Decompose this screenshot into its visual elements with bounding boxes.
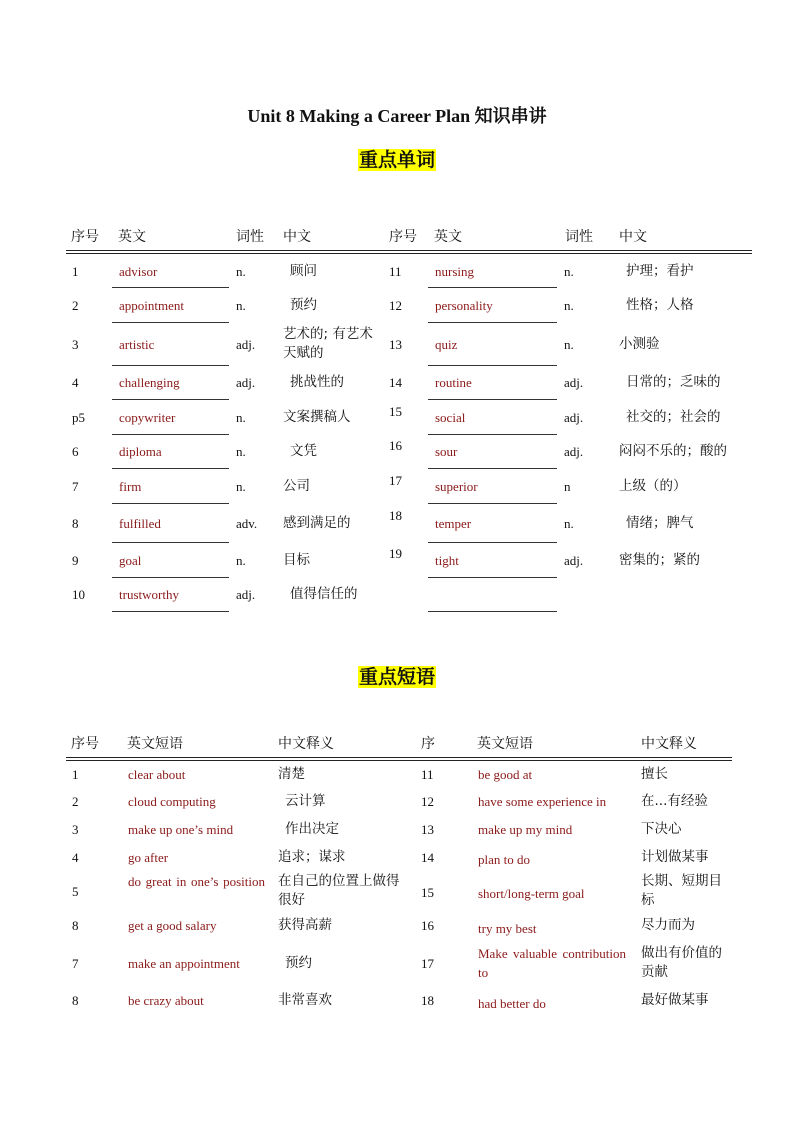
word-zh: 顾问 bbox=[290, 263, 317, 279]
word-en: routine bbox=[435, 375, 472, 390]
word-num: 10 bbox=[72, 587, 85, 602]
word-num: 9 bbox=[72, 553, 79, 568]
phrases-header-num-left: 序号 bbox=[71, 736, 99, 752]
word-underline bbox=[112, 287, 229, 288]
word-pos: n bbox=[564, 479, 571, 494]
phrase-en: clear about bbox=[128, 767, 186, 782]
phrase-num: 4 bbox=[72, 850, 79, 865]
phrase-num: 18 bbox=[421, 993, 434, 1008]
word-zh: 艺术的; 有艺术天赋的 bbox=[283, 326, 373, 361]
word-num: 4 bbox=[72, 375, 79, 390]
word-pos: adv. bbox=[236, 516, 258, 531]
word-zh: 情绪；脾气 bbox=[626, 515, 694, 531]
word-num: 2 bbox=[72, 298, 79, 313]
word-underline bbox=[428, 322, 557, 323]
word-pos: n. bbox=[564, 516, 574, 531]
word-underline bbox=[428, 287, 557, 288]
words-header-zh-right: 中文 bbox=[619, 229, 647, 245]
word-pos: n. bbox=[564, 264, 574, 279]
word-num: 13 bbox=[389, 337, 402, 352]
word-zh: 文凭 bbox=[290, 443, 317, 459]
phrase-num: 13 bbox=[421, 822, 434, 837]
phrase-zh: 尽力而为 bbox=[641, 917, 695, 933]
word-underline bbox=[112, 365, 229, 366]
phrase-en: have some experience in bbox=[478, 794, 607, 809]
phrase-num: 8 bbox=[72, 993, 79, 1008]
word-zh: 预约 bbox=[290, 297, 317, 313]
word-underline bbox=[428, 399, 557, 400]
phrase-zh: 清楚 bbox=[278, 766, 305, 782]
phrase-zh: 在...有经验 bbox=[641, 793, 708, 809]
word-zh: 密集的；紧的 bbox=[619, 552, 700, 568]
section-heading-words-text: 重点单词 bbox=[358, 149, 435, 171]
word-num: 15 bbox=[389, 404, 402, 419]
word-pos: adj. bbox=[236, 375, 256, 390]
phrase-num: 16 bbox=[421, 918, 434, 933]
phrase-num: 12 bbox=[421, 794, 434, 809]
phrase-en: short/long-term goal bbox=[478, 886, 585, 901]
word-underline bbox=[428, 542, 557, 543]
word-underline bbox=[428, 611, 557, 612]
phrase-zh: 追求；谋求 bbox=[278, 849, 346, 865]
page-title: Unit 8 Making a Career Plan 知识串讲 bbox=[247, 106, 547, 126]
word-underline bbox=[428, 577, 557, 578]
word-num: 12 bbox=[389, 298, 402, 313]
phrase-zh: 在自己的位置上做得很好 bbox=[278, 873, 400, 908]
phrase-zh: 作出决定 bbox=[285, 821, 339, 837]
phrase-zh: 下决心 bbox=[641, 821, 682, 837]
phrase-zh: 预约 bbox=[285, 955, 312, 971]
words-header-rule bbox=[66, 250, 752, 254]
word-underline bbox=[112, 399, 229, 400]
phrase-num: 8 bbox=[72, 918, 79, 933]
word-underline bbox=[112, 503, 229, 504]
phrase-en: had better do bbox=[478, 996, 546, 1011]
word-pos: n. bbox=[236, 264, 246, 279]
word-en: copywriter bbox=[119, 410, 176, 425]
word-underline bbox=[428, 365, 557, 366]
word-num: 18 bbox=[389, 508, 402, 523]
word-num: 3 bbox=[72, 337, 79, 352]
word-en: nursing bbox=[435, 264, 474, 279]
word-zh: 闷闷不乐的；酸的 bbox=[619, 443, 727, 459]
phrase-en: make up my mind bbox=[478, 822, 573, 837]
word-en: tight bbox=[435, 553, 459, 568]
phrase-num: 17 bbox=[421, 956, 434, 971]
word-en: challenging bbox=[119, 375, 180, 390]
word-en: personality bbox=[435, 298, 493, 313]
word-pos: adj. bbox=[564, 375, 584, 390]
word-zh: 值得信任的 bbox=[290, 586, 358, 602]
word-pos: n. bbox=[236, 410, 246, 425]
word-pos: adj. bbox=[236, 337, 256, 352]
word-pos: adj. bbox=[236, 587, 256, 602]
word-zh: 公司 bbox=[283, 478, 310, 494]
word-zh: 护理；看护 bbox=[626, 263, 694, 279]
word-underline bbox=[112, 468, 229, 469]
word-zh: 小测验 bbox=[619, 336, 660, 352]
word-en: fulfilled bbox=[119, 516, 161, 531]
words-header-zh-left: 中文 bbox=[283, 229, 311, 245]
word-en: quiz bbox=[435, 337, 458, 352]
word-pos: n. bbox=[236, 479, 246, 494]
phrase-num: 2 bbox=[72, 794, 79, 809]
word-en: superior bbox=[435, 479, 478, 494]
word-underline bbox=[112, 434, 229, 435]
section-heading-phrases-text: 重点短语 bbox=[358, 666, 435, 688]
word-pos: adj. bbox=[564, 444, 584, 459]
word-num: 17 bbox=[389, 473, 402, 488]
word-pos: n. bbox=[564, 337, 574, 352]
word-en: temper bbox=[435, 516, 472, 531]
word-num: 11 bbox=[389, 264, 402, 279]
word-zh: 性格；人格 bbox=[626, 297, 694, 313]
word-pos: n. bbox=[236, 553, 246, 568]
phrase-num: 14 bbox=[421, 850, 434, 865]
word-zh: 社交的；社会的 bbox=[626, 409, 721, 425]
word-pos: n. bbox=[564, 298, 574, 313]
word-underline bbox=[428, 434, 557, 435]
word-zh: 挑战性的 bbox=[290, 374, 344, 390]
phrase-num: 1 bbox=[72, 767, 79, 782]
word-zh: 感到满足的 bbox=[283, 515, 351, 531]
phrases-header-num-right: 序 bbox=[421, 736, 435, 752]
word-num: 16 bbox=[389, 438, 402, 453]
phrases-header-en-left: 英文短语 bbox=[127, 736, 183, 752]
phrase-zh: 获得高薪 bbox=[278, 917, 332, 933]
word-num: 7 bbox=[72, 479, 79, 494]
words-header-num-right: 序号 bbox=[389, 229, 417, 245]
word-underline bbox=[112, 611, 229, 612]
word-zh: 目标 bbox=[283, 552, 310, 568]
phrase-zh: 非常喜欢 bbox=[278, 992, 332, 1008]
word-en: artistic bbox=[119, 337, 155, 352]
word-underline bbox=[112, 542, 229, 543]
phrase-en: make an appointment bbox=[128, 956, 240, 971]
word-num: 8 bbox=[72, 516, 79, 531]
word-num: 6 bbox=[72, 444, 79, 459]
phrase-zh: 计划做某事 bbox=[641, 849, 709, 865]
word-pos: n. bbox=[236, 444, 246, 459]
phrases-header-zh-right: 中文释义 bbox=[641, 736, 697, 752]
phrase-en: get a good salary bbox=[128, 918, 217, 933]
word-zh: 上级（的） bbox=[619, 478, 687, 494]
phrase-en: make up one’s mind bbox=[128, 822, 234, 837]
phrase-en: be crazy about bbox=[128, 993, 204, 1008]
word-pos: adj. bbox=[564, 553, 584, 568]
word-zh: 文案撰稿人 bbox=[283, 409, 351, 425]
phrase-en: cloud computing bbox=[128, 794, 216, 809]
phrase-num: 7 bbox=[72, 956, 79, 971]
word-num: p5 bbox=[72, 410, 85, 425]
word-en: appointment bbox=[119, 298, 184, 313]
phrase-zh: 最好做某事 bbox=[641, 992, 709, 1008]
section-heading-words bbox=[0, 145, 794, 172]
word-num: 19 bbox=[389, 546, 402, 561]
phrase-en: do great in one’s position bbox=[128, 874, 265, 889]
phrase-zh: 云计算 bbox=[285, 793, 326, 809]
words-header-en-right: 英文 bbox=[434, 229, 462, 245]
word-pos: n. bbox=[236, 298, 246, 313]
word-num: 14 bbox=[389, 375, 402, 390]
words-header-pos-right: 词性 bbox=[565, 229, 593, 245]
word-en: advisor bbox=[119, 264, 158, 279]
word-en: diploma bbox=[119, 444, 162, 459]
word-underline bbox=[428, 468, 557, 469]
word-num: 1 bbox=[72, 264, 79, 279]
phrases-header-en-right: 英文短语 bbox=[477, 736, 533, 752]
phrase-en: try my best bbox=[478, 921, 537, 936]
phrase-num: 15 bbox=[421, 885, 434, 900]
word-underline bbox=[112, 322, 229, 323]
word-en: sour bbox=[435, 444, 458, 459]
phrase-zh: 做出有价值的贡献 bbox=[641, 945, 722, 980]
word-en: goal bbox=[119, 553, 142, 568]
word-pos: adj. bbox=[564, 410, 584, 425]
words-header-pos-left: 词性 bbox=[236, 229, 264, 245]
phrase-en: go after bbox=[128, 850, 169, 865]
word-underline bbox=[428, 503, 557, 504]
word-en: social bbox=[435, 410, 466, 425]
word-underline bbox=[112, 577, 229, 578]
phrases-header-rule bbox=[66, 757, 732, 761]
word-zh: 日常的；乏味的 bbox=[626, 374, 721, 390]
word-en: firm bbox=[119, 479, 142, 494]
phrase-zh: 擅长 bbox=[641, 766, 668, 782]
phrase-num: 3 bbox=[72, 822, 79, 837]
word-en: trustworthy bbox=[119, 587, 179, 602]
section-heading-phrases bbox=[0, 662, 794, 689]
phrase-en: plan to do bbox=[478, 852, 530, 867]
words-header-num-left: 序号 bbox=[71, 229, 99, 245]
words-header-en-left: 英文 bbox=[118, 229, 146, 245]
phrase-zh: 长期、短期目标 bbox=[641, 873, 722, 908]
phrase-num: 11 bbox=[421, 767, 434, 782]
phrase-en: be good at bbox=[478, 767, 533, 782]
phrases-header-zh-left: 中文释义 bbox=[278, 736, 334, 752]
phrase-num: 5 bbox=[72, 884, 79, 899]
phrase-en: Make valuable contribution to bbox=[478, 946, 626, 980]
